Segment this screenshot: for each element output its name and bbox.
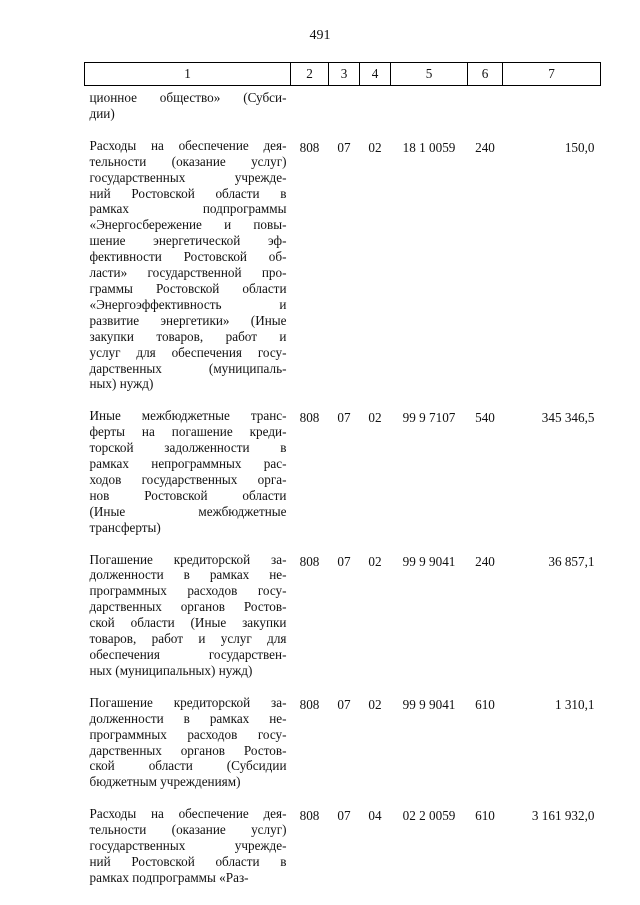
description-line: рамках непрограммных рас- bbox=[89, 456, 287, 472]
cell-amount: 345 346,5 bbox=[541, 410, 595, 426]
description-line: государственных учрежде- bbox=[89, 838, 287, 854]
cell-amount: 1 310,1 bbox=[554, 696, 595, 712]
description-line: тельности (оказание услуг) bbox=[89, 153, 287, 169]
row-description bbox=[85, 408, 291, 535]
description-line: фективности Ростовской об- bbox=[89, 249, 287, 265]
cell-subsection bbox=[360, 86, 391, 122]
table-row bbox=[85, 86, 601, 122]
description-line: «Энергосбережение и повы- bbox=[89, 217, 287, 233]
column-header: 2 bbox=[291, 63, 329, 86]
cell-target-article: 02 2 0059 bbox=[402, 808, 456, 824]
cell-amount: 150,0 bbox=[564, 139, 595, 155]
description-line: закупки товаров, работ и bbox=[89, 328, 287, 344]
description-line: Погашение кредиторской за- bbox=[89, 694, 287, 710]
description-line: ний Ростовской области в bbox=[89, 185, 287, 201]
description-line: трансферты) bbox=[89, 519, 161, 535]
description-line: Расходы на обеспечение дея- bbox=[89, 806, 287, 822]
description-line: программных расходов госу- bbox=[89, 583, 287, 599]
cell-section: 07 bbox=[337, 808, 351, 824]
description-line: Расходы на обеспечение дея- bbox=[89, 137, 287, 153]
cell-section: 07 bbox=[337, 410, 351, 426]
cell-target-article: 99 9 9041 bbox=[402, 696, 456, 712]
description-line: торской задолженности в bbox=[89, 440, 287, 456]
cell-section bbox=[329, 86, 360, 122]
description-line: Погашение кредиторской за- bbox=[89, 551, 287, 567]
cell-amount: 36 857,1 bbox=[548, 553, 595, 569]
description-line: шение энергетической эф- bbox=[89, 233, 287, 249]
row-description bbox=[85, 86, 291, 122]
row-description bbox=[85, 806, 291, 886]
table-row bbox=[85, 138, 601, 393]
description-line: дарственных (муниципаль- bbox=[89, 360, 287, 376]
description-line: ласти» государственной про- bbox=[89, 265, 287, 281]
description-line: программных расходов госу- bbox=[89, 726, 287, 742]
cell-ministry-code: 808 bbox=[299, 139, 320, 155]
row-description bbox=[85, 695, 291, 790]
cell-expense-type: 610 bbox=[475, 696, 495, 712]
column-header: 6 bbox=[468, 63, 503, 86]
description-line: дарственных органов Ростов- bbox=[89, 599, 287, 615]
description-line: развитие энергетики» (Иные bbox=[89, 312, 287, 328]
cell-expense-type: 240 bbox=[475, 553, 495, 569]
column-header: 5 bbox=[391, 63, 468, 86]
description-line: граммы Ростовской области bbox=[89, 280, 287, 296]
description-line: «Энергоэффективность и bbox=[89, 296, 287, 312]
description-line: ской области (Иные закупки bbox=[89, 615, 287, 631]
description-line: дии) bbox=[89, 105, 115, 121]
cell-expense-type: 540 bbox=[475, 410, 495, 426]
column-header: 7 bbox=[503, 63, 601, 86]
description-line: ных (муниципальных) нужд) bbox=[89, 662, 253, 678]
description-line: рамках подпрограммы «Раз- bbox=[89, 869, 249, 885]
description-line: ской области (Субсидии bbox=[89, 758, 287, 774]
cell-expense-type: 240 bbox=[475, 139, 495, 155]
cell-target-article: 18 1 0059 bbox=[402, 139, 456, 155]
cell-section: 07 bbox=[337, 139, 351, 155]
column-header: 4 bbox=[360, 63, 391, 86]
table-header-row bbox=[85, 63, 601, 86]
cell-ministry-code: 808 bbox=[299, 553, 320, 569]
description-line: товаров, работ и услуг для bbox=[89, 631, 287, 647]
cell-subsection: 04 bbox=[368, 808, 382, 824]
cell-target-article: 99 9 7107 bbox=[402, 410, 456, 426]
cell-ministry-code: 808 bbox=[299, 410, 320, 426]
description-line: рамках подпрограммы bbox=[89, 201, 287, 217]
table-row bbox=[85, 552, 601, 679]
row-description bbox=[85, 552, 291, 679]
description-line: дарственных органов Ростов- bbox=[89, 742, 287, 758]
budget-table bbox=[84, 62, 601, 886]
cell-section: 07 bbox=[337, 696, 351, 712]
description-line: Иные межбюджетные транс- bbox=[89, 408, 287, 424]
table-row bbox=[85, 806, 601, 886]
cell-ministry-code: 808 bbox=[299, 696, 320, 712]
row-description bbox=[85, 138, 291, 393]
description-line: ных) нужд) bbox=[89, 376, 154, 392]
cell-amount: 3 161 932,0 bbox=[531, 808, 595, 824]
description-line: долженности в рамках не- bbox=[89, 567, 287, 583]
cell-subsection: 02 bbox=[368, 553, 382, 569]
description-line: ний Ростовской области в bbox=[89, 853, 287, 869]
cell-subsection: 02 bbox=[368, 139, 382, 155]
description-line: ходов государственных орга- bbox=[89, 471, 287, 487]
cell-expense-type: 610 bbox=[475, 808, 495, 824]
page-number: 491 bbox=[309, 28, 331, 43]
description-line: услуг для обеспечения госу- bbox=[89, 344, 287, 360]
cell-target-article: 99 9 9041 bbox=[402, 553, 456, 569]
cell-target-article bbox=[391, 86, 468, 122]
table-row bbox=[85, 408, 601, 535]
column-header: 3 bbox=[329, 63, 360, 86]
description-line: ферты на погашение креди- bbox=[89, 424, 287, 440]
description-line: обеспечения государствен- bbox=[89, 647, 287, 662]
cell-amount bbox=[503, 86, 601, 122]
description-line: тельности (оказание услуг) bbox=[89, 822, 287, 838]
cell-section: 07 bbox=[337, 553, 351, 569]
description-line: нов Ростовской области bbox=[89, 487, 287, 503]
cell-ministry-code: 808 bbox=[299, 808, 320, 824]
cell-subsection: 02 bbox=[368, 696, 382, 712]
cell-subsection: 02 bbox=[368, 410, 382, 426]
cell-expense-type bbox=[468, 86, 503, 122]
column-header: 1 bbox=[85, 63, 291, 86]
description-line: (Иные межбюджетные bbox=[89, 503, 287, 519]
cell-ministry-code bbox=[291, 86, 329, 122]
description-line: государственных учрежде- bbox=[89, 169, 287, 185]
description-line: бюджетным учреждениям) bbox=[89, 774, 241, 790]
description-line: долженности в рамках не- bbox=[89, 710, 287, 726]
description-line: ционное общество» (Субси- bbox=[89, 90, 287, 105]
table-row bbox=[85, 695, 601, 790]
